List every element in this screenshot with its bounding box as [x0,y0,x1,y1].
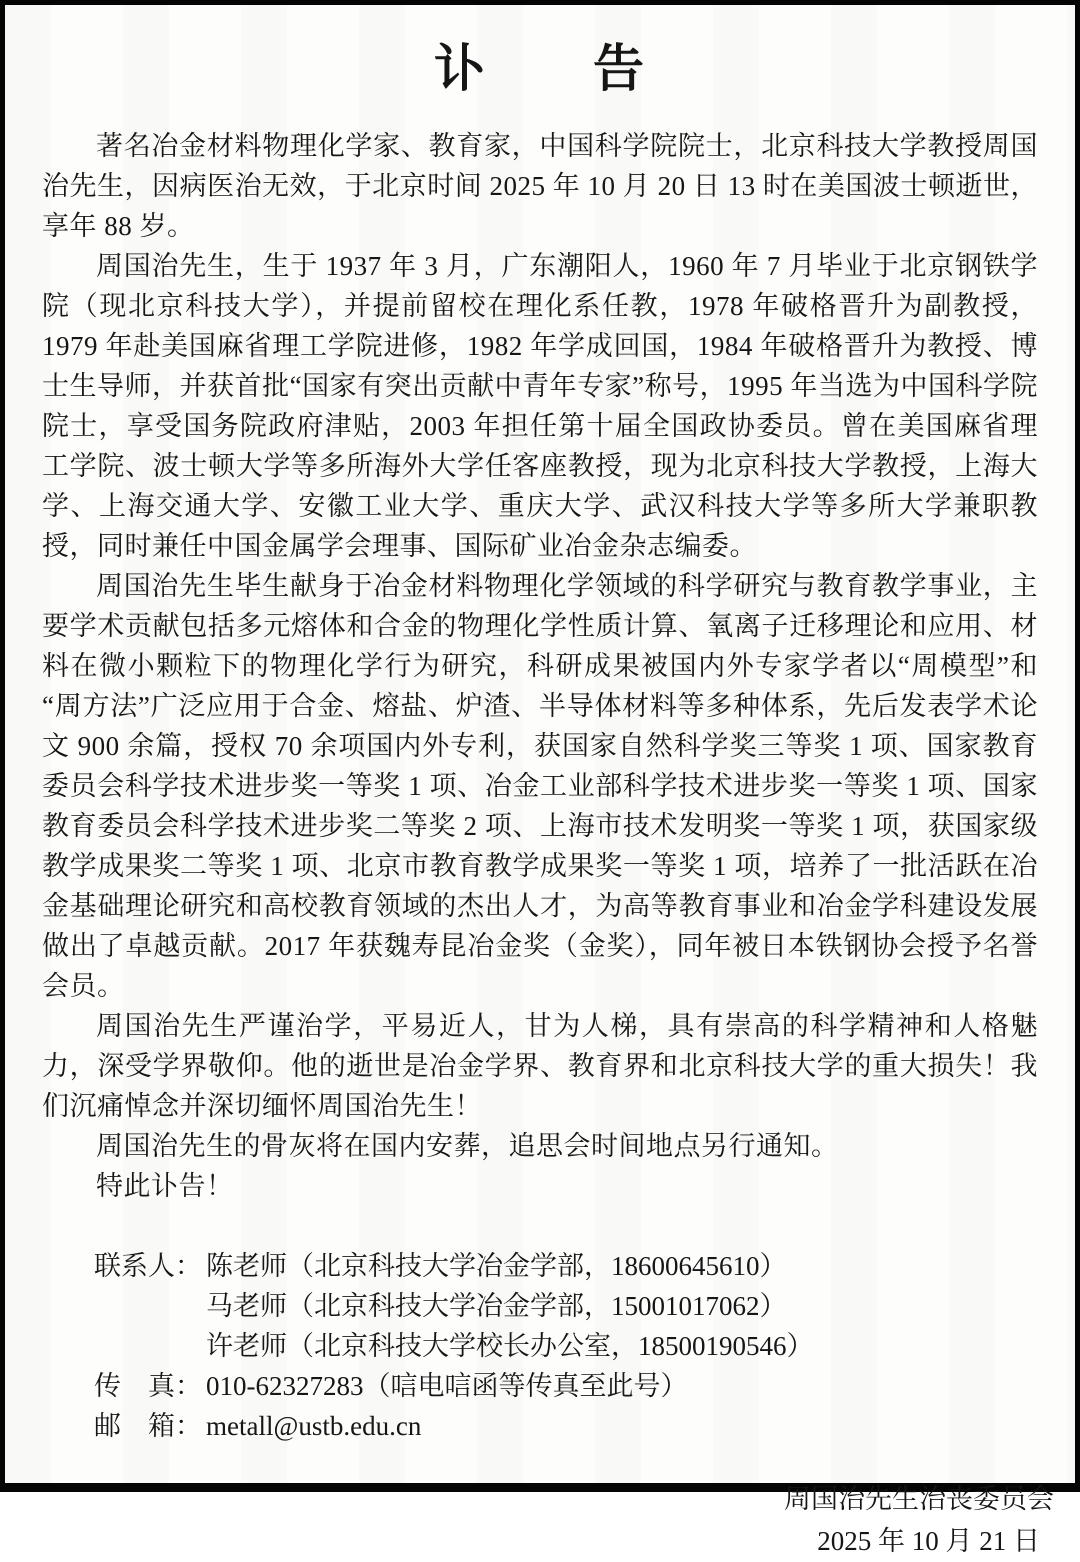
contact-label-liaison: 联系人： [94,1250,202,1281]
notice-paragraph-death-announcement: 著名冶金材料物理化学家、教育家，中国科学院院士，北京科技大学教授周国治先生，因病医治无效，于北京时间 2025 年 10 月 20 日 13 时在美国波士顿逝世，享年 88 岁。 [42,130,1038,241]
contact-value-fax-number: 010-62327283（唁电唁函等传真至此号） [206,1370,688,1401]
notice-paragraph-hereby: 特此讣告！ [96,1170,234,1201]
notice-paragraph-tribute: 周国治先生严谨治学，平易近人，甘为人梯，具有崇高的科学精神和人格魅力，深受学界敬仰。他的逝世是冶金学界、教育界和北京科技大学的重大损失！我们沉痛悼念并深切缅怀周国治先生！ [42,1010,1038,1121]
notice-date: 2025 年 10 月 21 日 [817,1525,1040,1556]
contact-row [42,1406,1038,1446]
contact-label-fax: 传 真： [94,1370,202,1401]
contact-block [42,1246,1038,1446]
contact-row [42,1366,1038,1406]
contact-row [42,1286,1038,1326]
contact-label-email: 邮 箱： [94,1410,202,1441]
contact-value-teacher-xu: 许老师（北京科技大学校长办公室，18500190546） [206,1330,814,1361]
signature-committee: 周国治先生治丧委员会 [784,1483,1054,1514]
notice-paragraph-achievements: 周国治先生毕生献身于冶金材料物理化学领域的科学研究与教育教学事业，主要学术贡献包括多元熔体和合金的物理化学性质计算、氧离子迁移理论和应用、材料在微小颗粒下的物理化学行为研究，科研成果被国内外专家学者以“周模型”和“周方法”广泛应用于合金、熔盐、炉渣、半导体材料等多种体系，先后发表学术论文 900 余篇，授权 70 余项国内外专利，获国家自然科学奖三等奖 1 项、国家教育委员会科学技术进步奖一等奖 1 项、冶金工业部科学技术进步奖一等奖 1 项、国家教育委员会科学技术进步奖二等奖 2 项、上海市技术发明奖一等奖 1 项，获国家级教学成果奖二等奖 1 项、北京市教育教学成果奖一等奖 1 项，培养了一批活跃在冶金基础理论研究和高校教育领域的杰出人才，为高等教育事业和冶金学科建设发展做出了卓越贡献。2017 年获魏寿昆冶金奖（金奖），同年被日本铁钢协会授予名誉会员。 [42,570,1038,1001]
closing-block [42,1478,1054,1562]
notice-body [42,126,1038,1206]
contact-value-teacher-chen: 陈老师（北京科技大学冶金学部，18600645610） [206,1250,787,1281]
contact-row [42,1246,1038,1286]
notice-title: 讣 告 [433,42,646,98]
notice-paragraph-burial: 周国治先生的骨灰将在国内安葬，追思会时间地点另行通知。 [96,1130,839,1161]
notice-paragraph-biography: 周国治先生，生于 1937 年 3 月，广东潮阳人，1960 年 7 月毕业于北京钢铁学院（现北京科技大学），并提前留校在理化系任教，1978 年破格晋升为副教授，1979 年赴美国麻省理工学院进修，1982 年学成回国，1984 年破格晋升为教授、博士生导师，并获首批“国家有突出贡献中青年专家”称号，1995 年当选为中国科学院院士，享受国务院政府津贴，2003 年担任第十届全国政协委员。曾在美国麻省理工学院、波士顿大学等多所海外大学任客座教授，现为北京科技大学教授，上海大学、上海交通大学、安徽工业大学、重庆大学、武汉科技大学等多所大学兼职教授，同时兼任中国金属学会理事、国际矿业冶金杂志编委。 [42,250,1038,561]
contact-row [42,1326,1038,1366]
contact-value-email-address: metall@ustb.edu.cn [206,1410,422,1441]
contact-value-teacher-ma: 马老师（北京科技大学冶金学部，15001017062） [206,1290,787,1321]
